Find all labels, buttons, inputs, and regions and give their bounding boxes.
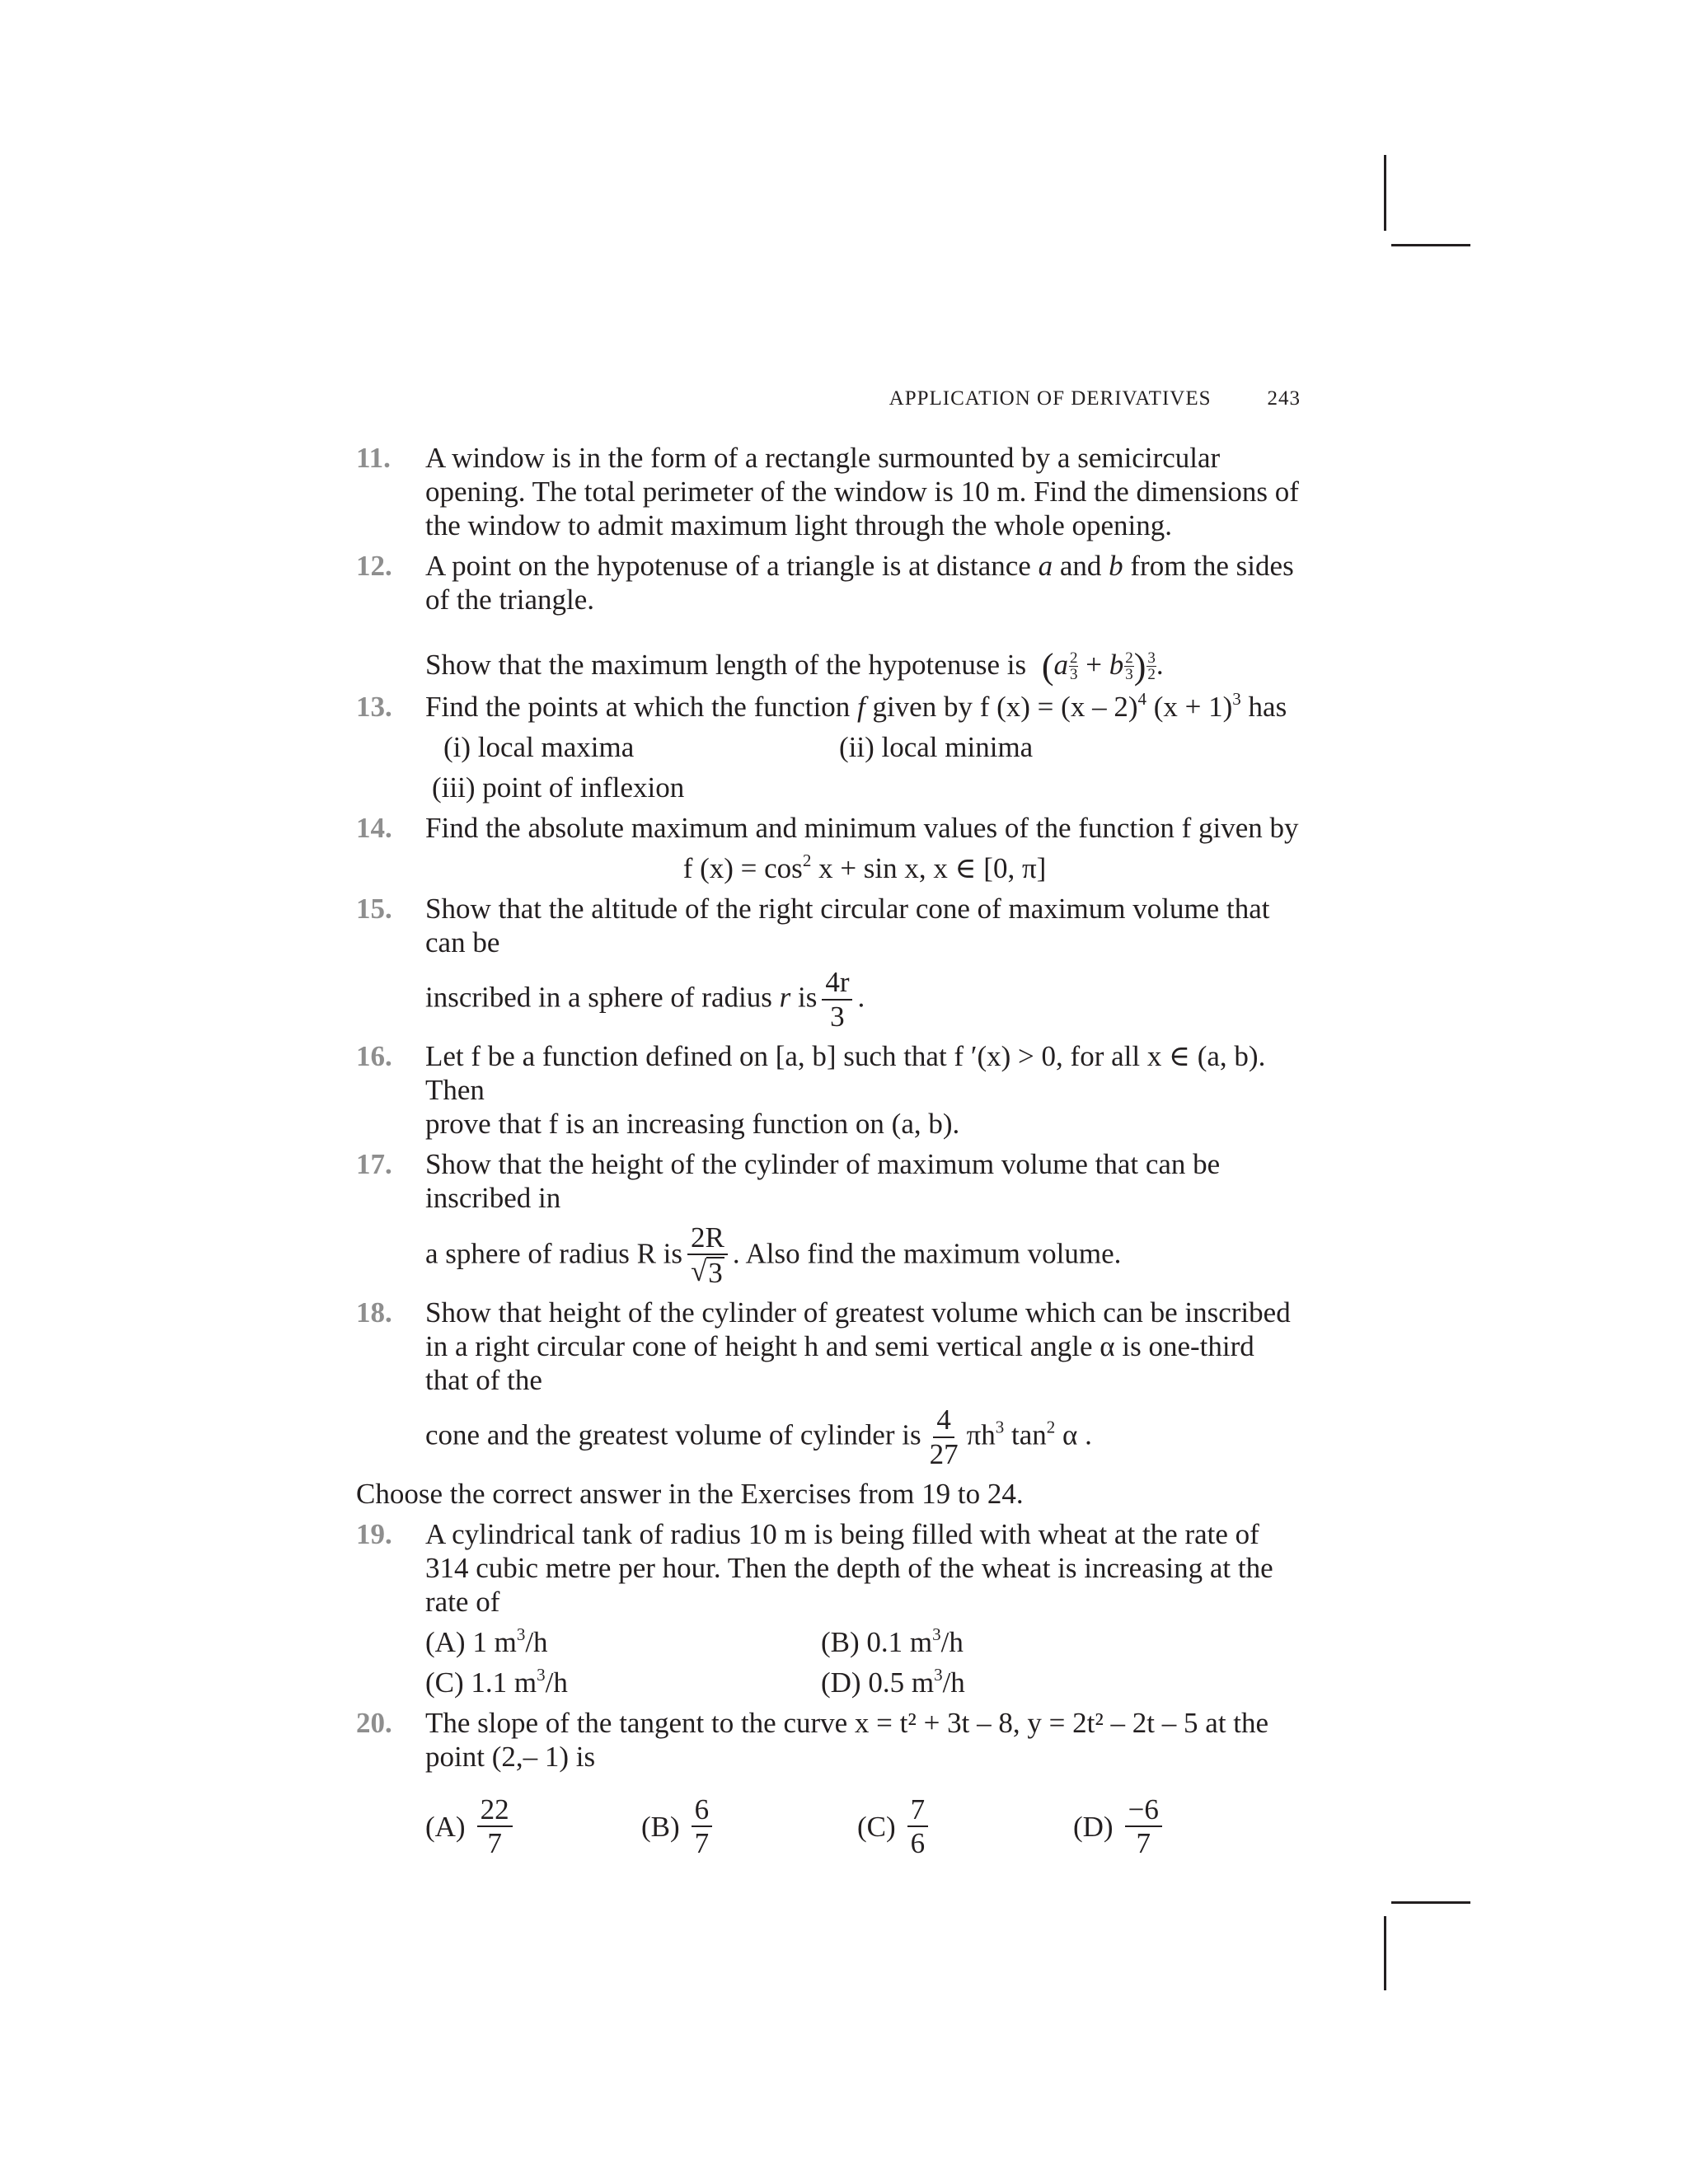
question-number: 18. bbox=[356, 1296, 392, 1329]
exercise-content bbox=[356, 441, 1304, 1859]
option-b: (B) $\frac{6}{7}$ bbox=[641, 1795, 857, 1860]
fraction-4-over-27: $\frac{4}{27}$ bbox=[929, 1404, 959, 1470]
hypotenuse-formula: (a $\frac{2}{3}$ + b $\frac{2}{3}$ ) $\frac{3}{2}$ . bbox=[1041, 646, 1164, 687]
question-number: 11. bbox=[356, 442, 391, 474]
question-text: Find the points at which the function f given by f (x) = (x – 2)$^4$ $(x + 1)^3$ has bbox=[425, 689, 1287, 723]
question-text: A cylindrical tank of radius 10 m is being filled with wheat at the rate of 314 cubic metre per hour. Then the depth of the wheat is increasing at the rate of bbox=[425, 1517, 1273, 1618]
question-20 bbox=[356, 1706, 1304, 1860]
question-text: The slope of the tangent to the curve x = t² + 3t – 8, y = 2t² – 2t – 5 at the point (2,– 1) is bbox=[425, 1706, 1269, 1773]
running-header bbox=[889, 387, 1301, 410]
question-text-cont: prove that f is an increasing function on (a, b). bbox=[425, 1107, 960, 1140]
question-number: 13. bbox=[356, 691, 392, 723]
question-number: 12. bbox=[356, 550, 392, 582]
question-text-cont: cone and the greatest volume of cylinder is $\frac{4}{27}$ $\pi h^3$ $\tan^2 \alpha$ . bbox=[425, 1404, 1092, 1470]
question-16 bbox=[356, 1039, 1304, 1141]
question-text: Find the absolute maximum and minimum values of the function f given by bbox=[425, 812, 1299, 844]
answer-options bbox=[425, 1625, 1304, 1699]
question-statement: Show that the maximum length of the hypotenuse is (a $\frac{2}{3}$ + b $\frac{2}{3}$ ) $\frac{3}{2}$ . bbox=[425, 646, 1164, 687]
question-number: 15. bbox=[356, 893, 392, 925]
question-text: Show that the height of the cylinder of maximum volume that can be inscribed in bbox=[425, 1147, 1221, 1214]
question-text-cont: a sphere of radius R is 2R √ 3 . Also find the maximum volume. bbox=[425, 1221, 1122, 1290]
question-18 bbox=[356, 1296, 1304, 1470]
option-d: (D) 0.5 $m^3/h$ bbox=[821, 1664, 965, 1699]
option-c: (C) 1.1 $m^3/h$ bbox=[425, 1664, 568, 1699]
sub-part-i: (i) local maxima bbox=[443, 731, 635, 763]
fraction-2R-over-root3: 2R √ 3 bbox=[687, 1223, 728, 1290]
function-formula: f $(x) = \cos^2 x + \sin x$, x ∈ [0, π] bbox=[682, 851, 1047, 884]
question-19 bbox=[356, 1517, 1304, 1699]
instruction-text: Choose the correct answer in the Exercises from 19 to 24. bbox=[356, 1477, 1024, 1510]
question-text: Let f be a function defined on [a, b] such that f ′(x) > 0, for all x ∈ (a, b). Then bbox=[425, 1039, 1266, 1106]
header-title: APPLICATION OF DERIVATIVES bbox=[889, 387, 1212, 410]
option-d: (D) $\frac{-6}{7}$ bbox=[1073, 1795, 1289, 1860]
question-number: 20. bbox=[356, 1706, 392, 1739]
question-number: 14. bbox=[356, 812, 392, 844]
sub-part-iii: (iii) point of inflexion bbox=[432, 771, 685, 804]
option-a: (A) $\frac{22}{7}$ bbox=[425, 1795, 641, 1860]
option-c: (C) $\frac{7}{6}$ bbox=[857, 1795, 1073, 1860]
question-text: Show that height of the cylinder of greatest volume which can be inscribed in a right circular cone of height h and semi vertical angle α is one-third that of the bbox=[425, 1296, 1291, 1396]
question-text: A window is in the form of a rectangle surmounted by a semicircular opening. The total perimeter of the window is 10 m. Find the dimensions of the window to admit maximum light through the whole opening. bbox=[425, 442, 1299, 541]
crop-mark-bottom-vertical bbox=[1384, 1916, 1386, 1990]
question-17 bbox=[356, 1147, 1304, 1290]
sub-part-ii: (ii) local minima bbox=[839, 731, 1034, 763]
question-11 bbox=[356, 441, 1304, 542]
answer-options bbox=[425, 1795, 1304, 1860]
question-text: A point on the hypotenuse of a triangle is at distance a and b from the sides of the triangle. bbox=[425, 550, 1294, 616]
question-number: 16. bbox=[356, 1039, 392, 1072]
question-text: Show that the altitude of the right circular cone of maximum volume that can be bbox=[425, 893, 1270, 958]
question-number: 19. bbox=[356, 1517, 392, 1550]
crop-mark-top-horizontal bbox=[1391, 244, 1470, 246]
fraction-4r-over-3: $\frac{4r}{3}$ bbox=[822, 968, 852, 1033]
option-a: (A) 1 $m^3/h$ bbox=[425, 1624, 548, 1658]
crop-mark-top-vertical bbox=[1384, 155, 1386, 231]
question-text-cont: inscribed in a sphere of radius r is $\frac{4r}{3}$ . bbox=[425, 966, 865, 1033]
page-number: 243 bbox=[1267, 387, 1301, 410]
question-14 bbox=[356, 811, 1304, 885]
sub-parts bbox=[425, 730, 1304, 804]
option-b: (B) 0.1 $m^3/h$ bbox=[821, 1624, 964, 1658]
question-number: 17. bbox=[356, 1147, 392, 1180]
question-13 bbox=[356, 690, 1304, 804]
crop-mark-bottom-horizontal bbox=[1391, 1901, 1470, 1904]
question-15 bbox=[356, 892, 1304, 1033]
question-12 bbox=[356, 549, 1304, 687]
